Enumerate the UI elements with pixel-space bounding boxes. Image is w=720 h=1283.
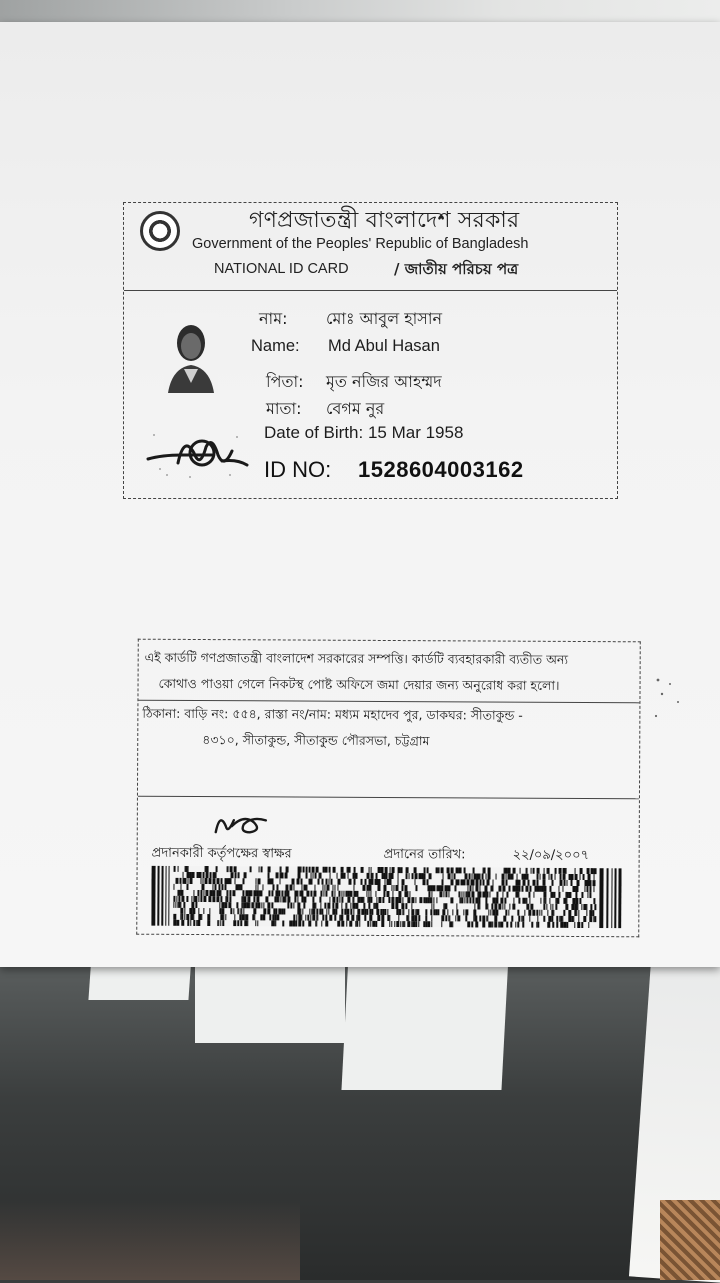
id-number: 1528604003162	[358, 457, 524, 482]
government-title-bn: গণপ্রজাতন্ত্রী বাংলাদেশ সরকার	[249, 208, 520, 233]
holder-photo	[164, 313, 218, 393]
card-type-bn: / জাতীয় পরিচয় পত্র	[394, 260, 519, 278]
dob-label: Date of Birth:	[264, 423, 364, 442]
holder-signature	[142, 425, 252, 483]
photocopy-sheet	[0, 22, 720, 967]
dob-value: 15 Mar 1958	[367, 423, 464, 442]
government-title-en: Government of the Peoples' Republic of Bangladesh	[192, 236, 529, 252]
background-wood	[660, 1200, 720, 1280]
id-card-back	[136, 639, 641, 938]
underlying-paper	[195, 958, 345, 1043]
name-label-en: Name:	[251, 337, 300, 355]
card-type-en: NATIONAL ID CARD	[214, 261, 349, 277]
underlying-paper	[341, 955, 508, 1090]
ownership-notice	[138, 640, 639, 704]
father-name: মৃত নজির আহম্মদ	[326, 372, 442, 391]
card-header	[124, 203, 617, 291]
government-seal-icon	[140, 211, 180, 251]
notice-line-2: কোথাও পাওয়া গেলে নিকটস্থ পোষ্ট অফিসে জমা দেয়ার জন্য অনুরোধ করা হলো।	[158, 675, 560, 693]
address-line-1: ঠিকানা: বাড়ি নং: ৫৫৪, রাস্তা নং/নাম: মধ্যম মহাদেব পুর, ডাকঘর: সীতাকুন্ড -	[142, 705, 523, 723]
pdf417-barcode	[151, 866, 621, 928]
father-label: পিতা:	[266, 372, 304, 391]
id-number-label: ID NO:	[264, 457, 332, 482]
issuer-signature	[210, 806, 272, 838]
issue-date-label: প্রদানের তারিখ:	[383, 846, 466, 863]
id-card-front	[123, 202, 618, 499]
issuer-signature-label: প্রদানকারী কর্তৃপক্ষের স্বাক্ষর	[151, 845, 292, 862]
address-section	[138, 700, 640, 800]
mother-name: বেগম নুর	[326, 399, 385, 418]
date-of-birth	[264, 423, 463, 443]
notice-line-1: এই কার্ডটি গণপ্রজাতন্ত্রী বাংলাদেশ সরকারের সম্পত্তি। কার্ডটি ব্যবহারকারী ব্যতীত অন্য	[144, 649, 569, 667]
name-label-bn: নাম:	[259, 309, 288, 328]
name-en: Md Abul Hasan	[328, 337, 440, 355]
address-line-2: ৪৩১০, সীতাকুন্ড, সীতাকুন্ড পৌরসভা, চট্টগ্রাম	[202, 732, 430, 749]
name-bn: মোঃ আবুল হাসান	[326, 309, 443, 328]
mother-label: মাতা:	[266, 399, 302, 418]
background-shadow	[0, 1200, 300, 1280]
issue-date: ২২/০৯/২০০৭	[512, 847, 590, 864]
photocopy-specks	[650, 672, 690, 732]
